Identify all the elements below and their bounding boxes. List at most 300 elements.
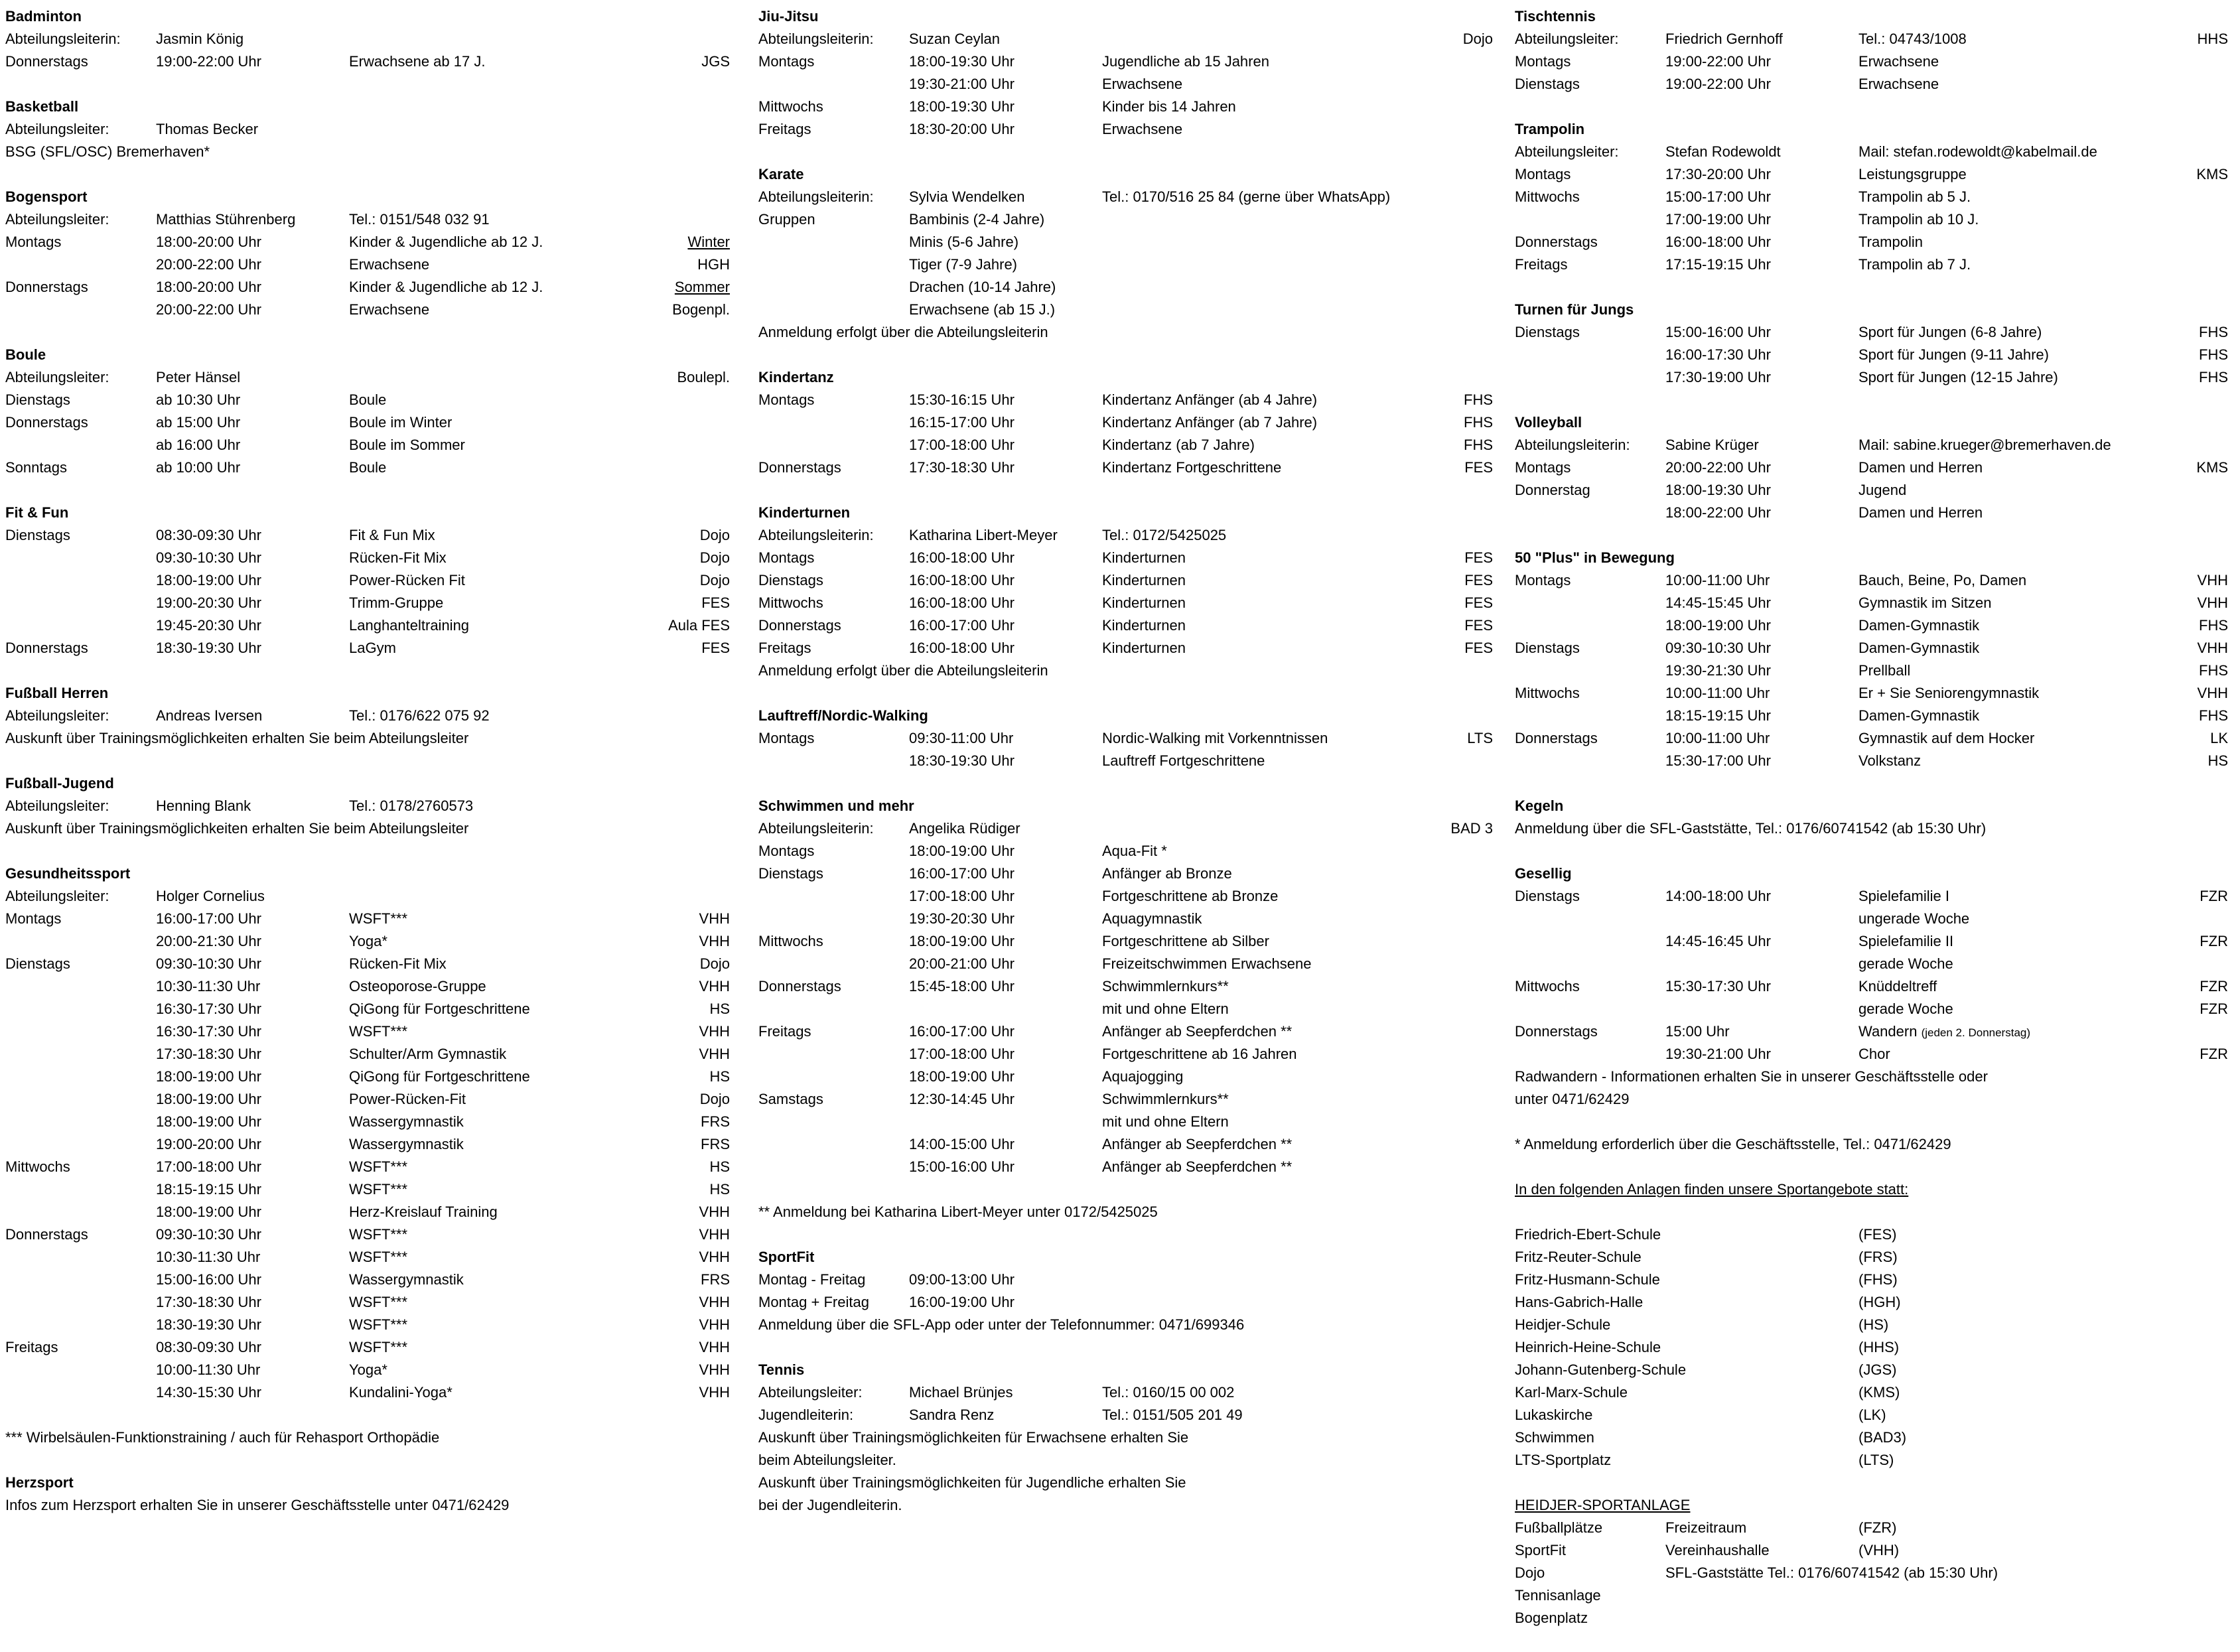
location-cell: FES	[1464, 459, 1493, 476]
time-cell: 09:00-13:00 Uhr	[909, 1271, 1015, 1288]
description-cell: Aqua-Fit *	[1102, 843, 1167, 859]
schedule-row	[5, 1133, 730, 1156]
description-cell: Spielefamilie II	[1858, 933, 1954, 949]
section-bogensport	[5, 186, 730, 321]
description-cell: (FZR)	[1858, 1519, 1897, 1536]
location-cell: Dojo	[1462, 31, 1493, 47]
location-cell: FHS	[2199, 369, 2228, 385]
schedule-row	[758, 389, 1493, 411]
section-notes	[1515, 1133, 2228, 1156]
schedule-row	[1515, 569, 2228, 592]
location-cell: HS	[709, 1000, 730, 1017]
day-cell: Donnerstags	[5, 414, 88, 431]
section-50-plus-in-bewegung	[1515, 547, 2228, 772]
description-cell: Langhanteltraining	[349, 617, 470, 634]
location-cell: VHH	[699, 1023, 730, 1040]
day-cell: Freitags	[758, 640, 811, 656]
schedule-row	[758, 276, 1493, 299]
description-cell: Damen und Herren	[1858, 459, 1983, 476]
description-cell: Rücken-Fit Mix	[349, 549, 447, 566]
note-row	[1515, 1133, 2228, 1156]
day-cell: Montags	[1515, 53, 1571, 70]
day-cell: Freitags	[758, 1023, 811, 1040]
day-cell: Abteilungsleiterin:	[1515, 437, 1630, 453]
schedule-row	[5, 547, 730, 569]
description-cell: Sport für Jungen (9-11 Jahre)	[1858, 346, 2049, 363]
note-row	[758, 1314, 1493, 1336]
schedule-row	[758, 1020, 1493, 1043]
time-cell: 19:45-20:30 Uhr	[156, 617, 261, 634]
note-row	[5, 1426, 730, 1449]
section-title: Gesellig	[1515, 865, 1572, 882]
description-cell: Kinderturnen	[1102, 572, 1186, 588]
description-cell: Schwimmlernkurs**	[1102, 978, 1229, 995]
time-cell: ab 10:00 Uhr	[156, 459, 241, 476]
day-cell: Donnerstags	[5, 1226, 88, 1243]
time-cell: Sabine Krüger	[1665, 437, 1759, 453]
description-cell: Kinder bis 14 Jahren	[1102, 98, 1236, 115]
day-cell: Montag + Freitag	[758, 1294, 869, 1310]
note-text: Anmeldung erfolgt über die Abteilungsleiterin	[758, 662, 1048, 679]
schedule-row	[1515, 73, 2228, 96]
time-cell: 17:00-19:00 Uhr	[1665, 211, 1771, 228]
location-cell: FZR	[2200, 1046, 2228, 1062]
location-cell: FHS	[1464, 391, 1493, 408]
day-cell: Montags	[5, 910, 62, 927]
schedule-row	[758, 727, 1493, 750]
day-cell: Abteilungsleiter:	[5, 888, 109, 904]
time-cell: 16:00-17:00 Uhr	[909, 617, 1015, 634]
section-notes	[758, 1201, 1493, 1223]
schedule-row	[1515, 186, 2228, 208]
schedule-row	[5, 953, 730, 975]
time-cell: 10:00-11:00 Uhr	[1665, 730, 1770, 746]
section-lauftreff-nordic-walking	[758, 705, 1493, 772]
section-tischtennis	[1515, 5, 2228, 96]
schedule-row	[1515, 953, 2228, 975]
time-cell: 18:00-19:00 Uhr	[156, 1068, 261, 1085]
schedule-row	[1515, 1336, 2228, 1359]
description-cell: Boule	[349, 459, 387, 476]
time-cell: Holger Cornelius	[156, 888, 265, 904]
time-cell: 10:30-11:30 Uhr	[156, 978, 261, 995]
time-cell: Sandra Renz	[909, 1407, 995, 1423]
description-cell: ungerade Woche	[1858, 910, 1970, 927]
schedule-row	[758, 975, 1493, 998]
note-row	[758, 1201, 1493, 1223]
description-cell: WSFT***	[349, 910, 407, 927]
location-cell: HS	[709, 1068, 730, 1085]
location-cell: FHS	[1464, 414, 1493, 431]
description-cell: (KMS)	[1858, 1384, 1900, 1401]
schedule-row	[758, 930, 1493, 953]
schedule-row	[1515, 637, 2228, 659]
schedule-row	[5, 1246, 730, 1269]
time-cell: 08:30-09:30 Uhr	[156, 1339, 261, 1355]
day-cell: Mittwochs	[1515, 685, 1580, 701]
note-text: Radwandern - Informationen erhalten Sie in unserer Geschäftsstelle oder	[1515, 1068, 1988, 1085]
schedule-row	[758, 524, 1493, 547]
description-cell: Gymnastik auf dem Hocker	[1858, 730, 2035, 746]
time-cell: 18:00-19:00 Uhr	[909, 933, 1015, 949]
section-kindertanz	[758, 366, 1493, 479]
day-cell: Dojo	[1515, 1564, 1545, 1581]
time-cell: 16:00-18:00 Uhr	[909, 572, 1015, 588]
time-cell: 19:00-20:30 Uhr	[156, 594, 261, 611]
day-cell: Dienstags	[1515, 888, 1580, 904]
location-cell: FES	[1464, 572, 1493, 588]
schedule-row	[1515, 366, 2228, 389]
note-row	[1515, 1066, 2228, 1088]
description-cell: Damen-Gymnastik	[1858, 640, 1980, 656]
note-text: Auskunft über Trainingsmöglichkeiten für Erwachsene erhalten Sie	[758, 1429, 1189, 1446]
time-cell: 19:00-22:00 Uhr	[156, 53, 261, 70]
day-cell: Friedrich-Ebert-Schule	[1515, 1226, 1661, 1243]
day-cell: Freitags	[5, 1339, 58, 1355]
section-sportfit	[758, 1246, 1493, 1336]
description-cell: Trampolin ab 7 J.	[1858, 256, 1971, 273]
schedule-row	[1515, 908, 2228, 930]
time-cell: 18:00-19:00 Uhr	[1665, 617, 1771, 634]
time-cell: ab 15:00 Uhr	[156, 414, 241, 431]
description-cell: Lauftreff Fortgeschrittene	[1102, 752, 1265, 769]
schedule-row	[1515, 750, 2228, 772]
time-cell: 17:00-18:00 Uhr	[909, 888, 1015, 904]
time-cell: Henning Blank	[156, 797, 251, 814]
description-cell: Boule im Winter	[349, 414, 453, 431]
location-cell: FZR	[2200, 1000, 2228, 1017]
description-cell: QiGong für Fortgeschrittene	[349, 1000, 530, 1017]
day-cell: Abteilungsleiter:	[758, 1384, 863, 1401]
schedule-row	[5, 253, 730, 276]
description-cell: mit und ohne Eltern	[1102, 1113, 1229, 1130]
section-title: Fußball Herren	[5, 685, 109, 701]
description-cell: Wassergymnastik	[349, 1136, 464, 1152]
location-cell: FZR	[2200, 933, 2228, 949]
day-cell: Mittwochs	[1515, 978, 1580, 995]
schedule-row	[758, 885, 1493, 908]
location-cell: VHH	[699, 1046, 730, 1062]
schedule-row	[758, 208, 1493, 231]
schedule-row	[758, 1133, 1493, 1156]
description-cell: Yoga*	[349, 933, 387, 949]
section-notes	[1515, 1178, 2228, 1201]
schedule-row	[5, 1111, 730, 1133]
description-cell: (BAD3)	[1858, 1429, 1907, 1446]
time-cell: Drachen (10-14 Jahre)	[909, 279, 1056, 295]
location-cell: HGH	[697, 256, 730, 273]
description-cell: Mail: sabine.krueger@bremerhaven.de	[1858, 437, 2111, 453]
day-cell: Abteilungsleiterin:	[758, 31, 874, 47]
schedule-row	[5, 50, 730, 73]
schedule-row	[1515, 28, 2228, 50]
schedule-row	[1515, 253, 2228, 276]
location-cell: VHH	[699, 1384, 730, 1401]
schedule-row	[1515, 975, 2228, 998]
day-cell: Freitags	[758, 121, 811, 137]
schedule-row	[1515, 141, 2228, 163]
section-title: Karate	[758, 166, 804, 182]
description-cell: Damen und Herren	[1858, 504, 1983, 521]
description-cell: Tel.: 0170/516 25 84 (gerne über WhatsApp)	[1102, 188, 1391, 205]
time-cell: 15:00 Uhr	[1665, 1023, 1730, 1040]
time-cell: Peter Hänsel	[156, 369, 241, 385]
location-cell: VHH	[2197, 640, 2228, 656]
day-cell: Tennisanlage	[1515, 1587, 1601, 1604]
time-cell: 14:00-15:00 Uhr	[909, 1136, 1015, 1152]
description-cell: Mail: stefan.rodewoldt@kabelmail.de	[1858, 143, 2097, 160]
section-tennis	[758, 1359, 1493, 1517]
description-cell: Kinder & Jugendliche ab 12 J.	[349, 234, 543, 250]
time-cell: 18:30-19:30 Uhr	[156, 640, 261, 656]
time-cell: 18:15-19:15 Uhr	[156, 1181, 261, 1198]
time-cell: 16:00-18:00 Uhr	[909, 594, 1015, 611]
schedule-row	[5, 1088, 730, 1111]
time-cell: Katharina Libert-Meyer	[909, 527, 1058, 543]
schedule-row	[758, 1066, 1493, 1088]
day-cell: Abteilungsleiter:	[5, 797, 109, 814]
description-cell: Fortgeschrittene ab Bronze	[1102, 888, 1279, 904]
description-cell: Spielefamilie I	[1858, 888, 1949, 904]
note-text: Auskunft über Trainingsmöglichkeiten erhalten Sie beim Abteilungsleiter	[5, 820, 469, 837]
section-turnen-f-r-jungs	[1515, 299, 2228, 389]
schedule-row	[5, 456, 730, 479]
time-cell: Friedrich Gernhoff	[1665, 31, 1783, 47]
time-cell: Sylvia Wendelken	[909, 188, 1025, 205]
description-cell: (FES)	[1858, 1226, 1897, 1243]
location-cell: Sommer	[674, 279, 730, 295]
schedule-row	[758, 1088, 1493, 1111]
section-title: Fit & Fun	[5, 504, 69, 521]
description-cell: Er + Sie Seniorengymnastik	[1858, 685, 2040, 701]
description-cell: (HHS)	[1858, 1339, 1900, 1355]
day-cell: Fritz-Husmann-Schule	[1515, 1271, 1660, 1288]
schedule-row	[5, 930, 730, 953]
schedule-row	[1515, 1269, 2228, 1291]
time-cell: 17:30-18:30 Uhr	[156, 1046, 261, 1062]
schedule-row	[5, 569, 730, 592]
description-cell: Fortgeschrittene ab Silber	[1102, 933, 1269, 949]
day-cell: Heinrich-Heine-Schule	[1515, 1339, 1661, 1355]
schedule-row	[5, 411, 730, 434]
note-row	[758, 659, 1493, 682]
schedule-row	[5, 885, 730, 908]
section-herzsport	[5, 1472, 730, 1517]
time-cell: 16:00-19:00 Uhr	[909, 1294, 1015, 1310]
description-cell: Trampolin ab 10 J.	[1858, 211, 1979, 228]
time-cell: 17:30-19:00 Uhr	[1665, 369, 1771, 385]
schedule-row	[1515, 1246, 2228, 1269]
description-cell: Erwachsene ab 17 J.	[349, 53, 486, 70]
description-cell: Gymnastik im Sitzen	[1858, 594, 1992, 611]
time-cell: 15:30-17:30 Uhr	[1665, 978, 1771, 995]
description-cell: Erwachsene	[1102, 76, 1183, 92]
schedule-row	[758, 456, 1493, 479]
day-cell: Montag - Freitag	[758, 1271, 866, 1288]
section-basketball	[5, 96, 730, 163]
location-cell: HS	[2207, 752, 2228, 769]
description-cell: Trimm-Gruppe	[349, 594, 444, 611]
section-notes	[1515, 1223, 2228, 1472]
schedule-row	[5, 975, 730, 998]
time-cell: 18:00-19:00 Uhr	[156, 572, 261, 588]
schedule-row	[758, 1156, 1493, 1178]
schedule-row	[758, 434, 1493, 456]
time-cell: Vereinhaushalle	[1665, 1542, 1770, 1558]
description-cell: (JGS)	[1858, 1361, 1897, 1378]
description-cell: Erwachsene	[1858, 53, 1939, 70]
day-cell: Donnerstags	[1515, 234, 1598, 250]
description-cell: Anfänger ab Seepferdchen **	[1102, 1158, 1293, 1175]
location-cell: FES	[701, 594, 730, 611]
schedule-row	[1515, 344, 2228, 366]
day-cell: Johann-Gutenberg-Schule	[1515, 1361, 1687, 1378]
time-cell: 20:00-21:30 Uhr	[156, 933, 261, 949]
schedule-row	[758, 118, 1493, 141]
section-title: Kegeln	[1515, 797, 1564, 814]
note-text: * Anmeldung erforderlich über die Geschäftsstelle, Tel.: 0471/62429	[1515, 1136, 1951, 1152]
schedule-row	[5, 1201, 730, 1223]
day-cell: Dienstags	[758, 572, 823, 588]
day-cell: Montags	[1515, 459, 1571, 476]
schedule-row	[758, 614, 1493, 637]
time-cell: 16:30-17:30 Uhr	[156, 1000, 261, 1017]
time-cell: 16:00-17:00 Uhr	[909, 1023, 1015, 1040]
description-cell: Erwachsene	[1858, 76, 1939, 92]
day-cell: Mittwochs	[5, 1158, 70, 1175]
time-cell: 17:00-18:00 Uhr	[909, 1046, 1015, 1062]
time-cell: 18:00-19:30 Uhr	[1665, 482, 1771, 498]
schedule-row	[758, 1043, 1493, 1066]
schedule-row	[758, 1291, 1493, 1314]
schedule-row	[758, 411, 1493, 434]
time-cell: 17:30-18:30 Uhr	[156, 1294, 261, 1310]
description-cell: (LTS)	[1858, 1452, 1894, 1468]
description-cell: (VHH)	[1858, 1542, 1900, 1558]
section-title: Kinderturnen	[758, 504, 851, 521]
note-row	[1515, 1178, 2228, 1201]
description-cell: Fortgeschrittene ab 16 Jahren	[1102, 1046, 1297, 1062]
description-cell: Kinderturnen	[1102, 617, 1186, 634]
schedule-row	[5, 276, 730, 299]
note-text: Auskunft über Trainingsmöglichkeiten für Jugendliche erhalten Sie	[758, 1474, 1186, 1491]
location-cell: Dojo	[699, 527, 730, 543]
schedule-row	[5, 1359, 730, 1381]
day-cell: Dienstags	[5, 955, 70, 972]
time-cell: 19:30-21:00 Uhr	[1665, 1046, 1771, 1062]
schedule-row	[758, 1381, 1493, 1404]
note-text: bei der Jugendleiterin.	[758, 1497, 902, 1513]
schedule-row	[1515, 998, 2228, 1020]
time-cell: Stefan Rodewoldt	[1665, 143, 1781, 160]
location-cell: Bogenpl.	[672, 301, 730, 318]
note-row	[5, 141, 730, 163]
location-cell: HHS	[2197, 31, 2228, 47]
location-cell: FZR	[2200, 888, 2228, 904]
time-cell: 19:30-20:30 Uhr	[909, 910, 1015, 927]
description-cell: Fit & Fun Mix	[349, 527, 435, 543]
day-cell: Montags	[758, 391, 815, 408]
day-cell: Dienstags	[758, 865, 823, 882]
day-cell: Montags	[1515, 572, 1571, 588]
time-cell: 10:00-11:00 Uhr	[1665, 685, 1770, 701]
description-cell: QiGong für Fortgeschrittene	[349, 1068, 530, 1085]
location-cell: HS	[709, 1181, 730, 1198]
time-cell: 17:30-20:00 Uhr	[1665, 166, 1771, 182]
time-cell: 17:00-18:00 Uhr	[156, 1158, 261, 1175]
section-title: Badminton	[5, 8, 82, 25]
description-cell: Herz-Kreislauf Training	[349, 1204, 498, 1220]
section-title: Volleyball	[1515, 414, 1582, 431]
note-row	[758, 1494, 1493, 1517]
location-cell: FHS	[2199, 707, 2228, 724]
description-cell: WSFT***	[349, 1158, 407, 1175]
location-cell: Dojo	[699, 1091, 730, 1107]
day-cell: Donnerstags	[5, 279, 88, 295]
location-cell: KMS	[2196, 166, 2228, 182]
section-title: SportFit	[758, 1249, 815, 1265]
schedule-row	[1515, 208, 2228, 231]
note-text: ** Anmeldung bei Katharina Libert-Meyer unter 0172/5425025	[758, 1204, 1158, 1220]
section-schwimmen-und-mehr	[758, 795, 1493, 1178]
day-cell: Dienstags	[5, 527, 70, 543]
day-cell: Mittwochs	[1515, 188, 1580, 205]
schedule-row	[758, 1111, 1493, 1133]
description-cell: Kinderturnen	[1102, 549, 1186, 566]
description-cell: WSFT***	[349, 1023, 407, 1040]
schedule-row	[5, 366, 730, 389]
schedule-row	[1515, 321, 2228, 344]
location-cell: VHH	[699, 1204, 730, 1220]
schedule-row	[1515, 163, 2228, 186]
location-cell: VHH	[2197, 685, 2228, 701]
description-cell: Jugend	[1858, 482, 1907, 498]
time-cell: SFL-Gaststätte Tel.: 0176/60741542 (ab 15:30 Uhr)	[1665, 1564, 1998, 1581]
description-cell: gerade Woche	[1858, 1000, 1953, 1017]
section-jiu-jitsu	[758, 5, 1493, 141]
day-cell: Hans-Gabrich-Halle	[1515, 1294, 1644, 1310]
day-cell: Abteilungsleiterin:	[5, 31, 121, 47]
day-cell: Gruppen	[758, 211, 815, 228]
day-cell: Jugendleiterin:	[758, 1407, 854, 1423]
day-cell: Mittwochs	[758, 594, 823, 611]
time-cell: 20:00-21:00 Uhr	[909, 955, 1015, 972]
column-middle	[758, 5, 1493, 1539]
location-cell: VHH	[699, 1339, 730, 1355]
description-cell: LaGym	[349, 640, 396, 656]
day-cell: Sonntags	[5, 459, 67, 476]
day-cell: Donnerstags	[758, 459, 841, 476]
note-row	[758, 321, 1493, 344]
time-cell: 18:00-20:00 Uhr	[156, 279, 261, 295]
section-kinderturnen	[758, 502, 1493, 682]
location-cell: VHH	[699, 1249, 730, 1265]
time-cell: Thomas Becker	[156, 121, 259, 137]
note-row	[758, 1472, 1493, 1494]
section-title: HEIDJER-SPORTANLAGE	[1515, 1497, 1691, 1513]
description-cell: Tel.: 0151/505 201 49	[1102, 1407, 1243, 1423]
schedule-row	[1515, 659, 2228, 682]
section-fu-ball-herren	[5, 682, 730, 750]
description-cell: Anfänger ab Seepferdchen **	[1102, 1136, 1293, 1152]
schedule-row	[5, 434, 730, 456]
description-cell: (HS)	[1858, 1316, 1889, 1333]
schedule-row	[758, 817, 1493, 840]
day-cell: Abteilungsleiter:	[5, 211, 109, 228]
time-cell: 18:00-20:00 Uhr	[156, 234, 261, 250]
description-cell: Erwachsene	[349, 301, 430, 318]
time-cell: Erwachsene (ab 15 J.)	[909, 301, 1056, 318]
